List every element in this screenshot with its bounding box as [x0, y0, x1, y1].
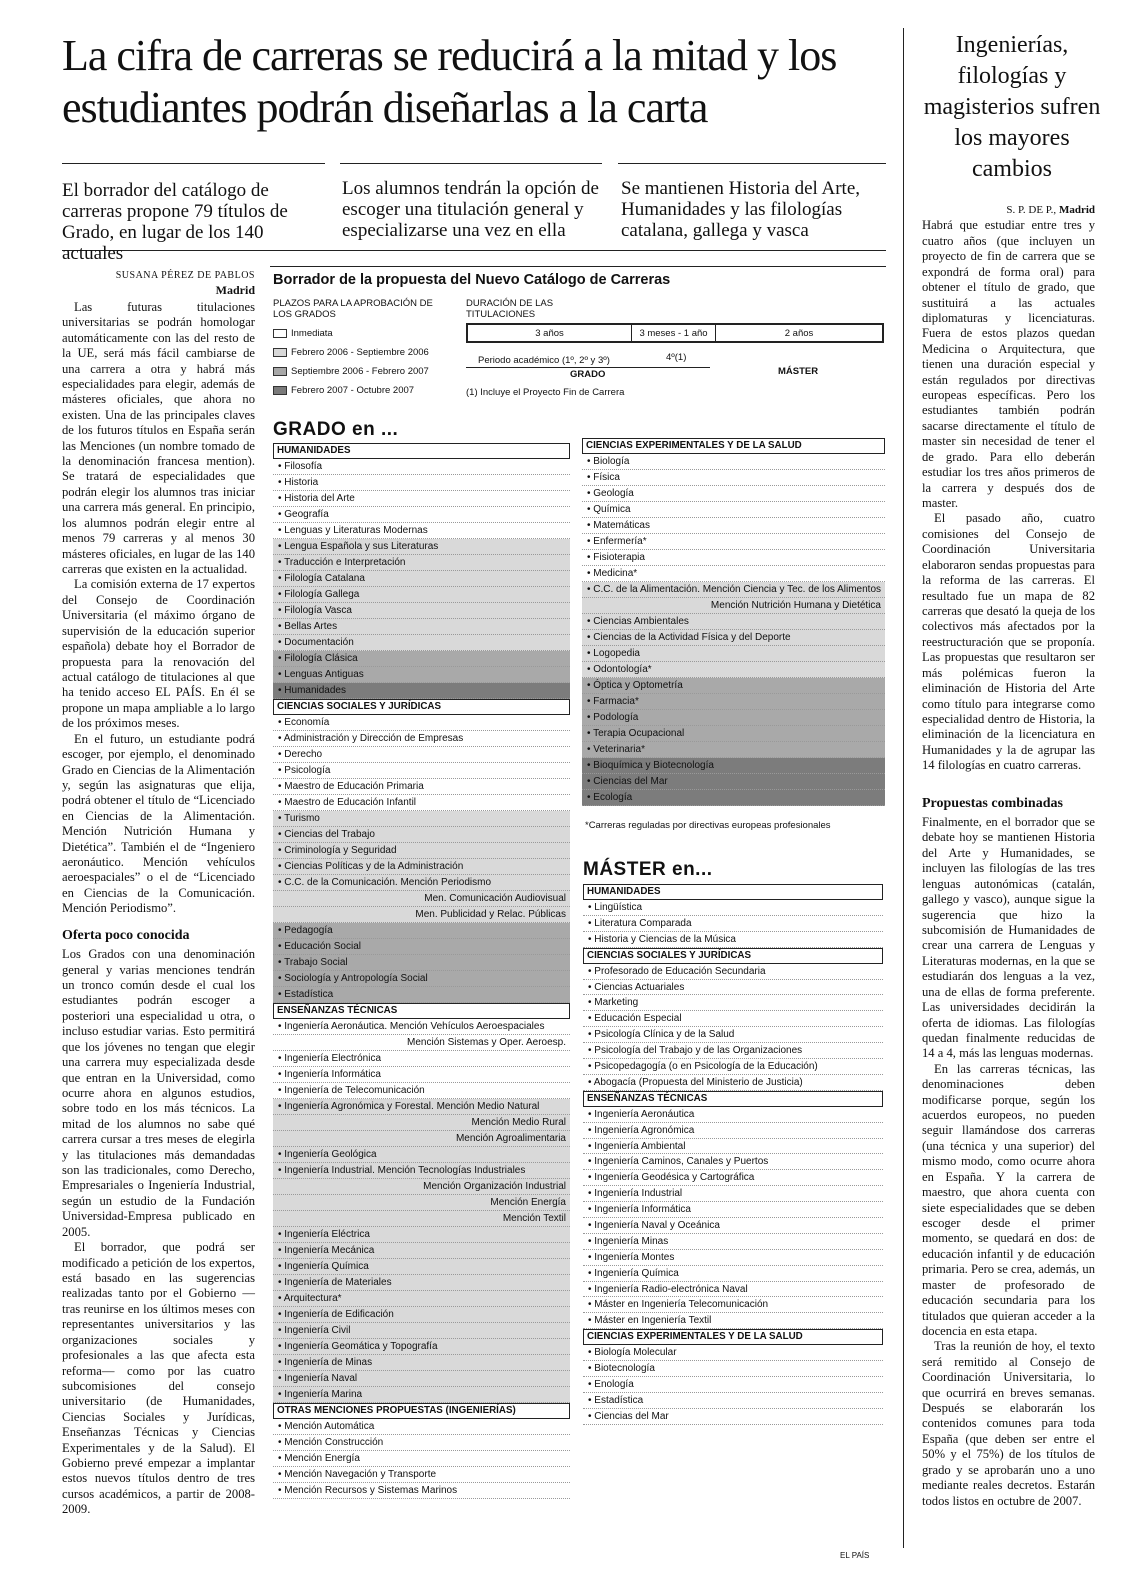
timeline-seg: 3 meses - 1 año	[632, 325, 716, 341]
degree-item: • Ingeniería Minas	[583, 1234, 883, 1250]
side-place: Madrid	[1058, 204, 1095, 216]
degree-item: • Sociología y Antropología Social	[273, 971, 570, 987]
paragraph: Los Grados con una denominación general y varias menciones tendrán un tronco común desde el cual los estudiantes podrán escoger a posteriori una especialidad u otra, o incluso estudiar varias. Esto permitirá que los jóvenes no tengan que elegir una carrera muy especializada desde que entran en la Universidad, como ocurre ahora en algunos estudios, sobre todo en los más técnicos. La mitad de los alumnos no sabe qué carrera cursar a tres meses de elegirla y las titulaciones más demandadas son las tradicionales, como Derecho, Empresariales o Ingeniería Industrial, según un estudio de la Fundación Universidad-Empresa publicado en 2005.	[62, 947, 255, 1239]
degree-item: • Ingeniería Aeronáutica	[583, 1107, 883, 1123]
degree-item: • Máster en Ingeniería Telecomunicación	[583, 1297, 883, 1313]
master-list	[583, 884, 883, 1425]
degree-item: • Química	[582, 502, 885, 518]
subhead-3: Se mantienen Historia del Arte, Humanidades y las filologías catalana, gallega y vasca	[621, 178, 861, 241]
degree-item: • Ciencias Ambientales	[582, 614, 885, 630]
column-divider	[903, 28, 904, 1548]
degree-item: • Mención Energía	[273, 1451, 570, 1467]
degree-item: • Criminología y Seguridad	[273, 843, 570, 859]
degree-item: • Mención Construcción	[273, 1435, 570, 1451]
category-header: HUMANIDADES	[583, 884, 883, 900]
paragraph: En las carreras técnicas, las denominaciones deben modificarse porque, según los acuerdos europeos, no pueden seguir llamándose dos carreras (una técnica y una superior) del mismo modo, como ocurre ahora en España. Y la carrera de maestro, que ahora cuenta con siete especialidades que se deben escoger desde el primer momento, se quedará en dos: de educación infantil y de educación primaria. Pero se crea, además, un master de profesorado de educación secundaria para los titulados que quieran acceder a la docencia en esta etapa.	[922, 1061, 1095, 1338]
section-subhead: Oferta poco conocida	[62, 927, 190, 943]
periodo-label: Periodo académico (1º, 2º y 3º)	[478, 355, 610, 366]
master-label: MÁSTER	[778, 366, 819, 377]
degree-item: • Trabajo Social	[273, 955, 570, 971]
degree-item: • Lengua Española y sus Literaturas	[273, 539, 570, 555]
legend-label: Febrero 2007 - Octubre 2007	[291, 385, 415, 396]
legend-item	[273, 343, 463, 362]
degree-item: • Ingeniería Aeronáutica. Mención Vehículos Aeroespaciales	[273, 1019, 570, 1035]
footnote: (1) Incluye el Proyecto Fin de Carrera	[466, 387, 625, 398]
degree-item: • Psicología	[273, 763, 570, 779]
degree-item: • Educación Especial	[583, 1011, 883, 1027]
rule	[340, 163, 602, 164]
box-title: Borrador de la propuesta del Nuevo Catálogo de Carreras	[273, 272, 671, 288]
category-header: ENSEÑANZAS TÉCNICAS	[273, 1003, 570, 1019]
category-header: CIENCIAS EXPERIMENTALES Y DE LA SALUD	[582, 438, 885, 454]
degree-item: • Ingeniería Radio-electrónica Naval	[583, 1282, 883, 1298]
degree-item: • Ingeniería de Materiales	[273, 1275, 570, 1291]
degree-item: • Medicina*	[582, 566, 885, 582]
degree-item: • Podología	[582, 710, 885, 726]
degree-item: • Ingeniería Naval y Oceánica	[583, 1218, 883, 1234]
degree-item: • Documentación	[273, 635, 570, 651]
paragraph: El pasado año, cuatro comisiones del Consejo de Coordinación Universitaria elaboraron sendas propuestas para la reforma de las carreras. El resultado fue un mapa de 82 carreras que desató la queja de los colectivos más afectados por la reestructuración que se proponía. Las propuestas que resultaron ser más polémicas fueron la eliminación de Historia del Arte como título para integrarse como especialidad dentro de Historia, la eliminación de la licenciatura en Humanidades y la de agrupar las 14 filologías en cuatro carreras.	[922, 511, 1095, 773]
degree-item: • Ingeniería Geológica	[273, 1147, 570, 1163]
swatch-dark	[273, 386, 287, 395]
duracion-title: DURACIÓN DE LAS TITULACIONES	[466, 298, 554, 320]
credit: EL PAÍS	[840, 1551, 870, 1560]
degree-item: • Ingeniería de Minas	[273, 1355, 570, 1371]
degree-item: • Odontología*	[582, 662, 885, 678]
paragraph: El borrador, que podrá ser modificado a petición de los expertos, está basado en las sugerencias realizadas tanto por el Gobierno —tras reunirse en los últimos meses con representantes universitarios y las organizaciones sociales y profesionales a las que afecta esta reforma— como por las cuatro subcomisiones del consejo universitario (de Humanidades, Ciencias Sociales y Jurídicas, Enseñanzas Técnicas y Ciencias Experimentales y de la Salud). El Gobierno prevé empezar a implantar estos nuevos títulos dentro de tres cursos académicos, a partir de 2008-2009.	[62, 1240, 255, 1517]
degree-item: • Profesorado de Educación Secundaria	[583, 964, 883, 980]
degree-item: • Mención Recursos y Sistemas Marinos	[273, 1483, 570, 1499]
degree-item: • Ingeniería Naval	[273, 1371, 570, 1387]
degree-item: • Ingeniería Informática	[273, 1067, 570, 1083]
degree-item: • Arquitectura*	[273, 1291, 570, 1307]
timeline-seg: 3 años	[468, 325, 632, 341]
degree-item: • Matemáticas	[582, 518, 885, 534]
rule	[618, 163, 886, 164]
duration-timeline	[466, 323, 884, 343]
headline: La cifra de carreras se reducirá a la mitad y los estudiantes podrán diseñarlas a la carta	[62, 31, 837, 132]
mention-item: Mención Organización Industrial	[273, 1179, 570, 1195]
rule	[62, 163, 325, 164]
degree-item: • Logopedia	[582, 646, 885, 662]
legend-label: Septiembre 2006 - Febrero 2007	[291, 366, 429, 377]
category-header: OTRAS MENCIONES PROPUESTAS (INGENIERÍAS)	[273, 1403, 570, 1419]
subhead-2: Los alumnos tendrán la opción de escoger una titulación general y especializarse una vez en ella	[342, 178, 599, 241]
side-article	[922, 203, 1095, 1509]
category-header: CIENCIAS SOCIALES Y JURÍDICAS	[583, 948, 883, 964]
degree-item: • Ingeniería Informática	[583, 1202, 883, 1218]
degree-item: • Enología	[583, 1377, 883, 1393]
mention-item: Mención Nutrición Humana y Dietética	[582, 598, 885, 614]
legend-label: Inmediata	[291, 328, 333, 339]
swatch-light	[273, 348, 287, 357]
byline-place: Madrid	[215, 283, 255, 298]
degree-item: • Mención Navegación y Transporte	[273, 1467, 570, 1483]
degree-item: • Historia y Ciencias de la Música	[583, 932, 883, 948]
degree-item: • Geografía	[273, 507, 570, 523]
degree-item: • Historia	[273, 475, 570, 491]
degree-item: • Literatura Comparada	[583, 916, 883, 932]
degree-item: • C.C. de la Alimentación. Mención Ciencia y Tec. de los Alimentos	[582, 582, 885, 598]
paragraph: Tras la reunión de hoy, el texto será remitido al Consejo de Coordinación Universitaria, lo que ocurrirá en breves semanas. Después se elaborarán los contenidos comunes para toda España (que deben ser entre el 50% y el 75%) de los títulos de grado y se aprobarán uno a uno mediante reales decretos. Estarán todos listos en octubre de 2007.	[922, 1339, 1095, 1508]
degree-item: • Máster en Ingeniería Textil	[583, 1313, 883, 1329]
degree-item: • Ingeniería Marina	[273, 1387, 570, 1403]
degree-item: • Ciencias Políticas y de la Administración	[273, 859, 570, 875]
degree-item: • Filología Gallega	[273, 587, 570, 603]
category-header: HUMANIDADES	[273, 443, 570, 459]
degree-item: • Ciencias del Mar	[582, 774, 885, 790]
degree-item: • Biotecnología	[583, 1361, 883, 1377]
grado-list-left	[273, 443, 570, 1499]
category-header: ENSEÑANZAS TÉCNICAS	[583, 1091, 883, 1107]
degree-item: • Ingeniería Agronómica	[583, 1123, 883, 1139]
degree-item: • Lenguas Antiguas	[273, 667, 570, 683]
side-author: S. P. DE P.,	[1006, 204, 1057, 216]
side-article-title: Ingenierías, filologías y magisterios sufren los mayores cambios	[923, 32, 1101, 182]
side-byline	[922, 203, 1095, 218]
degree-item: • Maestro de Educación Infantil	[273, 795, 570, 811]
degree-item: • Pedagogía	[273, 923, 570, 939]
degree-item: • Historia del Arte	[273, 491, 570, 507]
degree-item: • Mención Automática	[273, 1419, 570, 1435]
degree-item: • Farmacia*	[582, 694, 885, 710]
degree-item: • Bioquímica y Biotecnología	[582, 758, 885, 774]
degree-item: • Filosofía	[273, 459, 570, 475]
degree-item: • Ingeniería Geodésica y Cartográfica	[583, 1170, 883, 1186]
degree-item: • Ingeniería Química	[583, 1266, 883, 1282]
degree-item: • Estadística	[583, 1393, 883, 1409]
timeline-seg: 2 años	[784, 327, 814, 339]
byline-author: SUSANA PÉREZ DE PABLOS	[115, 270, 255, 281]
swatch-medium	[273, 367, 287, 376]
mention-item: Mención Agroalimentaria	[273, 1131, 570, 1147]
paragraph: Habrá que estudiar entre tres y cuatro años (que incluyen un proyecto de fin de carrera que se expondrá de forma oral) para obtener el título de grado, que sustituirá a las actuales diplomaturas y licenciaturas. Fuera de estos plazos quedan Medicina o Arquitectura, que tienen una duración especial y están regulados por directivas europeas específicas. Pero los estudiantes también podrán sacarse directamente el título de master sin necesidad de tener el de grado. Para ello deberán estudiar los tres años primeros de la carrera y después dos de master.	[922, 218, 1095, 511]
category-header: CIENCIAS SOCIALES Y JURÍDICAS	[273, 699, 570, 715]
legend-label: Febrero 2006 - Septiembre 2006	[291, 347, 429, 358]
degree-item: • Fisioterapia	[582, 550, 885, 566]
directivas-note: *Carreras reguladas por directivas europeas profesionales	[585, 820, 831, 831]
mention-item: Mención Sistemas y Oper. Aeroesp.	[273, 1035, 570, 1051]
degree-item: • Ciencias del Trabajo	[273, 827, 570, 843]
grado-list-right	[582, 438, 885, 806]
degree-item: • Bellas Artes	[273, 619, 570, 635]
legend-item	[273, 381, 463, 400]
degree-item: • Psicopedagogía (o en Psicología de la Educación)	[583, 1059, 883, 1075]
mention-item: Mención Energía	[273, 1195, 570, 1211]
plazos-legend	[273, 324, 463, 400]
degree-item: • Ingeniería Ambiental	[583, 1139, 883, 1155]
master-heading: MÁSTER en...	[583, 859, 713, 880]
degree-item: • Ciencias del Mar	[583, 1409, 883, 1425]
degree-item: • Biología	[582, 454, 885, 470]
degree-item: • Ingeniería Agronómica y Forestal. Mención Medio Natural	[273, 1099, 570, 1115]
degree-item: • Humanidades	[273, 683, 570, 699]
grado-heading: GRADO en ...	[273, 419, 399, 440]
degree-item: • Ingeniería Industrial	[583, 1186, 883, 1202]
mention-item: Men. Comunicación Audiovisual	[273, 891, 570, 907]
degree-item: • Administración y Dirección de Empresas	[273, 731, 570, 747]
degree-item: • Enfermería*	[582, 534, 885, 550]
legend-item	[273, 324, 463, 343]
degree-item: • Ecología	[582, 790, 885, 806]
degree-item: • Biología Molecular	[583, 1345, 883, 1361]
main-article	[62, 268, 255, 1518]
degree-item: • Maestro de Educación Primaria	[273, 779, 570, 795]
paragraph: Las futuras titulaciones universitarias se podrán homologar automáticamente con las del resto de la UE, será más fácil cambiarse de una carrera a otra y habrá más especialidades para elegir, además de másteres oficiales, que ahora no existen. Una de las principales claves de los futuros títulos en España serán las Menciones (un nombre tomado de la denominación francesa mention). Se tratará de especialidades que podrán elegir los alumnos tras iniciar una carrera más general. En principio, los alumnos podrán elegir entre al menos 79 carreras y al menos 30 másteres oficiales, en lugar de las 140 carreras que existen en la actualidad.	[62, 299, 255, 577]
degree-item: • Ingeniería Mecánica	[273, 1243, 570, 1259]
rule	[466, 367, 710, 368]
paragraph: La comisión externa de 17 expertos del Consejo de Coordinación Universitaria (el máximo órgano de supervisión de la educación superior española) debate hoy el Borrador de propuesta para la renovación del actual catálogo de titulaciones al que ha tenido acceso EL PAÍS. En él se propone un mapa ampliable a lo largo de los próximos meses.	[62, 577, 255, 731]
degree-item: • Terapia Ocupacional	[582, 726, 885, 742]
mention-item: Men. Publicidad y Relac. Públicas	[273, 907, 570, 923]
swatch-white	[273, 329, 287, 338]
degree-item: • Óptica y Optometría	[582, 678, 885, 694]
degree-item: • Ingeniería Eléctrica	[273, 1227, 570, 1243]
degree-item: • Ingeniería Química	[273, 1259, 570, 1275]
degree-item: • Lingüística	[583, 900, 883, 916]
degree-item: • Ingeniería de Telecomunicación	[273, 1083, 570, 1099]
paragraph: En el futuro, un estudiante podrá escoger, por ejemplo, el denominado Grado en Ciencias de la Alimentación y, según las asignaturas que elija, podrá obtener el título de “Licenciado en Ciencias de la Alimentación. Mención Nutrición Humana y Dietética”. También el de “Ingeniero aeronáutico. Mención vehículos aeroespaciales” o el de “Licenciado en Ciencias de la Comunicación. Mención Periodismo”.	[62, 731, 255, 916]
degree-item: • Estadística	[273, 987, 570, 1003]
degree-item: • Ingeniería de Edificación	[273, 1307, 570, 1323]
degree-item: • Traducción e Interpretación	[273, 555, 570, 571]
cuarto-label: 4º(1)	[666, 352, 687, 363]
degree-item: • Derecho	[273, 747, 570, 763]
legend-item	[273, 362, 463, 381]
degree-item: • Psicología Clínica y de la Salud	[583, 1027, 883, 1043]
degree-item: • Psicología del Trabajo y de las Organizaciones	[583, 1043, 883, 1059]
rule	[270, 266, 886, 267]
degree-item: • Filología Clásica	[273, 651, 570, 667]
degree-item: • Ciencias de la Actividad Física y del Deporte	[582, 630, 885, 646]
degree-item: • Ingeniería Industrial. Mención Tecnologías Industriales	[273, 1163, 570, 1179]
degree-item: • Física	[582, 470, 885, 486]
degree-item: • Ciencias Actuariales	[583, 980, 883, 996]
degree-item: • Lenguas y Literaturas Modernas	[273, 523, 570, 539]
degree-item: • Ingeniería Civil	[273, 1323, 570, 1339]
degree-item: • Marketing	[583, 995, 883, 1011]
degree-item: • Abogacía (Propuesta del Ministerio de Justicia)	[583, 1075, 883, 1091]
degree-item: • Ingeniería Geomática y Topografía	[273, 1339, 570, 1355]
degree-item: • Economía	[273, 715, 570, 731]
subhead-1: El borrador del catálogo de carreras propone 79 títulos de Grado, en lugar de los 140 actuales	[62, 180, 288, 264]
degree-item: • C.C. de la Comunicación. Mención Periodismo	[273, 875, 570, 891]
degree-item: • Filología Vasca	[273, 603, 570, 619]
mention-item: Mención Medio Rural	[273, 1115, 570, 1131]
degree-item: • Ingeniería Electrónica	[273, 1051, 570, 1067]
degree-item: • Veterinaria*	[582, 742, 885, 758]
plazos-title: PLAZOS PARA LA APROBACIÓN DE LOS GRADOS	[273, 298, 433, 320]
category-header: CIENCIAS EXPERIMENTALES Y DE LA SALUD	[583, 1329, 883, 1345]
mention-item: Mención Textil	[273, 1211, 570, 1227]
degree-item: • Geología	[582, 486, 885, 502]
section-subhead: Propuestas combinadas	[922, 795, 1063, 811]
paragraph: Finalmente, en el borrador que se debate hoy se mantienen Historia del Arte y Humanidades, se incluyen las filologías de las tres lenguas autonómicas (catalán, gallego y vasco), aunque sigue la sugerencia que hizo la subcomisión de Humanidades de crear una carrera de Lenguas y Literaturas modernas, en la que se estudiarán dos lenguas a la vez, una de ellas de forma preferente. Las universidades decidirán la oferta de idiomas. Las filologías quedan finalmente reducidas de 14 a 4, más las lenguas modernas.	[922, 815, 1095, 1061]
grado-label: GRADO	[570, 369, 606, 380]
degree-item: • Ingeniería Montes	[583, 1250, 883, 1266]
degree-item: • Educación Social	[273, 939, 570, 955]
degree-item: • Turismo	[273, 811, 570, 827]
degree-item: • Ingeniería Caminos, Canales y Puertos	[583, 1154, 883, 1170]
degree-item: • Filología Catalana	[273, 571, 570, 587]
